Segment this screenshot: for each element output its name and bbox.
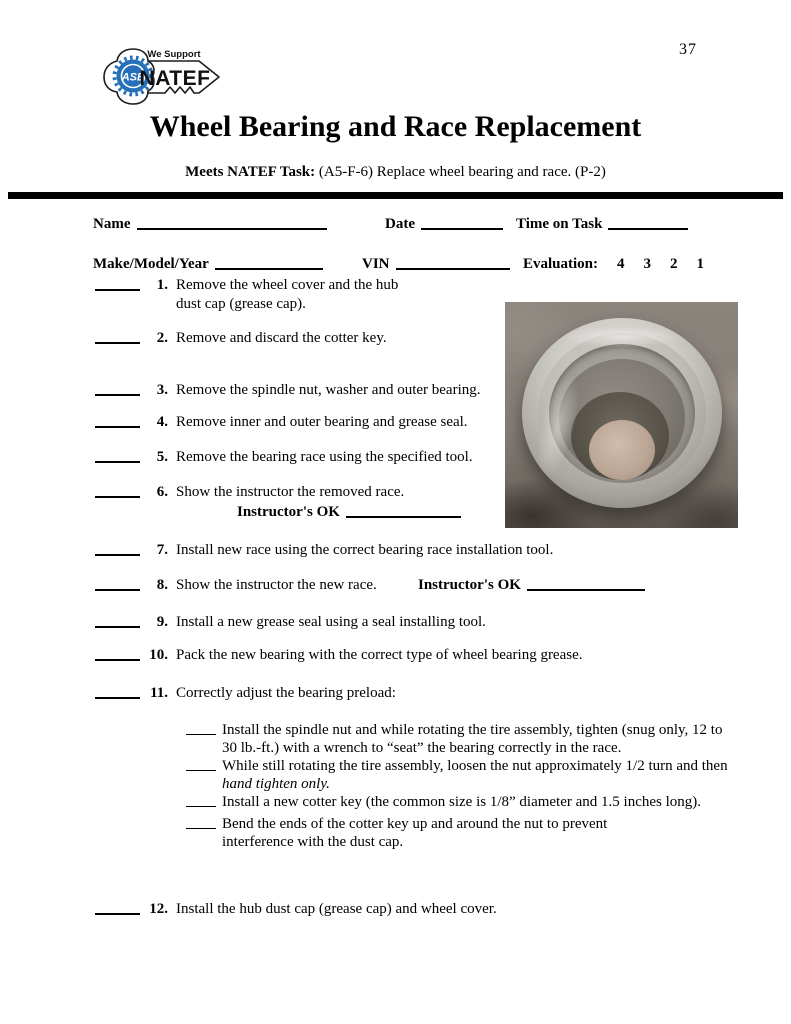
- step-text: Remove the spindle nut, washer and outer bearing.: [176, 382, 481, 398]
- step-text: Show the instructor the new race.: [176, 577, 377, 593]
- step-4: [95, 413, 468, 432]
- natef-task-line: [0, 163, 791, 182]
- substep-text-main: Install the spindle nut and while rotating the tire assembly, tighten (snug only, 12 to 30 lb.-ft.) with a wrench to “seat” the bearing correctly in the race.: [222, 722, 723, 756]
- score-1: 1: [696, 256, 705, 272]
- step-text: Remove and discard the cotter key.: [176, 330, 387, 346]
- step-text: Install new race using the correct bearing race installation tool.: [176, 542, 554, 558]
- step-number: 11.: [150, 685, 168, 701]
- photo-highlight-top: [563, 326, 681, 348]
- instructor-ok-line-step8: [418, 576, 645, 595]
- date-label: Date: [385, 216, 415, 232]
- date-blank: [421, 215, 503, 230]
- time-on-task-field: [516, 215, 688, 234]
- step-number: 8.: [156, 577, 168, 593]
- evaluation-label: Evaluation:: [523, 256, 599, 272]
- substep-text-main: Install a new cotter key (the common size is 1/8” diameter and 1.5 inches long).: [222, 794, 702, 810]
- checkoff-blank: [95, 276, 140, 291]
- natef-task-label: Meets NATEF Task:: [185, 164, 316, 180]
- name-field: [93, 215, 327, 234]
- checkoff-blank: [95, 541, 140, 556]
- step-5: [95, 448, 473, 467]
- step-9: [95, 613, 486, 632]
- step-number: 1.: [156, 277, 168, 293]
- step-number: 12.: [149, 901, 168, 917]
- substep-text: [222, 757, 737, 793]
- step-text: Correctly adjust the bearing preload:: [176, 685, 396, 701]
- name-blank: [137, 215, 327, 230]
- time-on-task-blank: [608, 215, 688, 230]
- instructor-ok-blank: [346, 503, 461, 518]
- name-label: Name: [93, 216, 131, 232]
- step-11: [95, 684, 396, 703]
- instructor-ok-blank: [527, 576, 645, 591]
- step-text: Remove the wheel cover and the hub dust cap (grease cap).: [176, 277, 399, 312]
- substep-4: [186, 815, 746, 851]
- checkoff-blank: [186, 793, 216, 807]
- header-divider: [8, 192, 783, 199]
- step-6: [95, 483, 404, 502]
- make-model-year-blank: [215, 255, 323, 270]
- instructor-ok-label: Instructor's OK: [418, 577, 521, 593]
- step-number: 3.: [156, 382, 168, 398]
- step-3: [95, 381, 481, 400]
- substep-2: [186, 757, 746, 793]
- checkoff-blank: [95, 684, 140, 699]
- step-text: Install a new grease seal using a seal installing tool.: [176, 614, 486, 630]
- step-text: Pack the new bearing with the correct type of wheel bearing grease.: [176, 647, 583, 663]
- step-number: 7.: [156, 542, 168, 558]
- instructor-ok-line-step6: [237, 503, 461, 522]
- checkoff-blank: [95, 900, 140, 915]
- step-12: [95, 900, 497, 919]
- substep-text-main: While still rotating the tire assembly, loosen the nut approximately 1/2 turn and then: [222, 758, 728, 774]
- step-number: 2.: [156, 330, 168, 346]
- score-2: 2: [670, 256, 678, 272]
- page-title: Wheel Bearing and Race Replacement: [149, 110, 642, 143]
- step-text: Show the instructor the removed race.: [176, 484, 405, 500]
- step-number: 10.: [149, 647, 168, 663]
- score-4: 4: [617, 256, 625, 272]
- checkoff-blank: [95, 576, 140, 591]
- natef-logo: [95, 44, 227, 108]
- step-8: [95, 576, 377, 595]
- natef-task-text: (A5-F-6) Replace wheel bearing and race. (P-2): [318, 164, 606, 180]
- make-model-year-field: [93, 255, 323, 274]
- checkoff-blank: [186, 815, 216, 829]
- hub-bearing-race-photo: [505, 302, 738, 528]
- substep-text: [222, 815, 682, 851]
- step-number: 4.: [156, 414, 168, 430]
- checkoff-blank: [95, 329, 140, 344]
- checkoff-blank: [95, 381, 140, 396]
- step-text: Remove inner and outer bearing and grease seal.: [176, 414, 468, 430]
- ase-text: ASE: [121, 71, 145, 84]
- substep-text: [222, 793, 701, 811]
- logo-tagline: We Support: [147, 49, 201, 60]
- logo-wordmark: NATEF: [139, 67, 211, 90]
- step-11-substeps: [186, 721, 746, 851]
- evaluation-scores: [598, 255, 704, 274]
- checkoff-blank: [186, 757, 216, 771]
- evaluation-field: [523, 255, 704, 274]
- page-number: 37: [679, 41, 697, 58]
- photo-spindle: [589, 420, 655, 480]
- checkoff-blank: [95, 613, 140, 628]
- step-text: Remove the bearing race using the specified tool.: [176, 449, 473, 465]
- checkoff-blank: [186, 721, 216, 735]
- score-3: 3: [643, 256, 652, 272]
- step-10: [95, 646, 583, 665]
- checkoff-blank: [95, 483, 140, 498]
- checkoff-blank: [95, 646, 140, 661]
- substep-3: [186, 793, 746, 811]
- step-number: 9.: [156, 614, 168, 630]
- step-7: [95, 541, 553, 560]
- instructor-ok-label: Instructor's OK: [237, 504, 340, 520]
- step-2: [95, 329, 387, 348]
- vin-label: VIN: [362, 256, 390, 272]
- vin-blank: [396, 255, 510, 270]
- substep-1: [186, 721, 746, 757]
- step-number: 6.: [156, 484, 168, 500]
- substep-text: [222, 721, 737, 757]
- make-model-year-label: Make/Model/Year: [93, 256, 209, 272]
- step-number: 5.: [156, 449, 168, 465]
- step-1: [95, 276, 414, 314]
- time-on-task-label: Time on Task: [516, 216, 603, 232]
- substep-text-italic: hand tighten only.: [222, 776, 330, 792]
- vin-field: [362, 255, 510, 274]
- checkoff-blank: [95, 448, 140, 463]
- substep-text-main: Bend the ends of the cotter key up and around the nut to prevent interference with the dust cap.: [222, 816, 608, 850]
- checkoff-blank: [95, 413, 140, 428]
- step-text: Install the hub dust cap (grease cap) and wheel cover.: [176, 901, 497, 917]
- date-field: [385, 215, 503, 234]
